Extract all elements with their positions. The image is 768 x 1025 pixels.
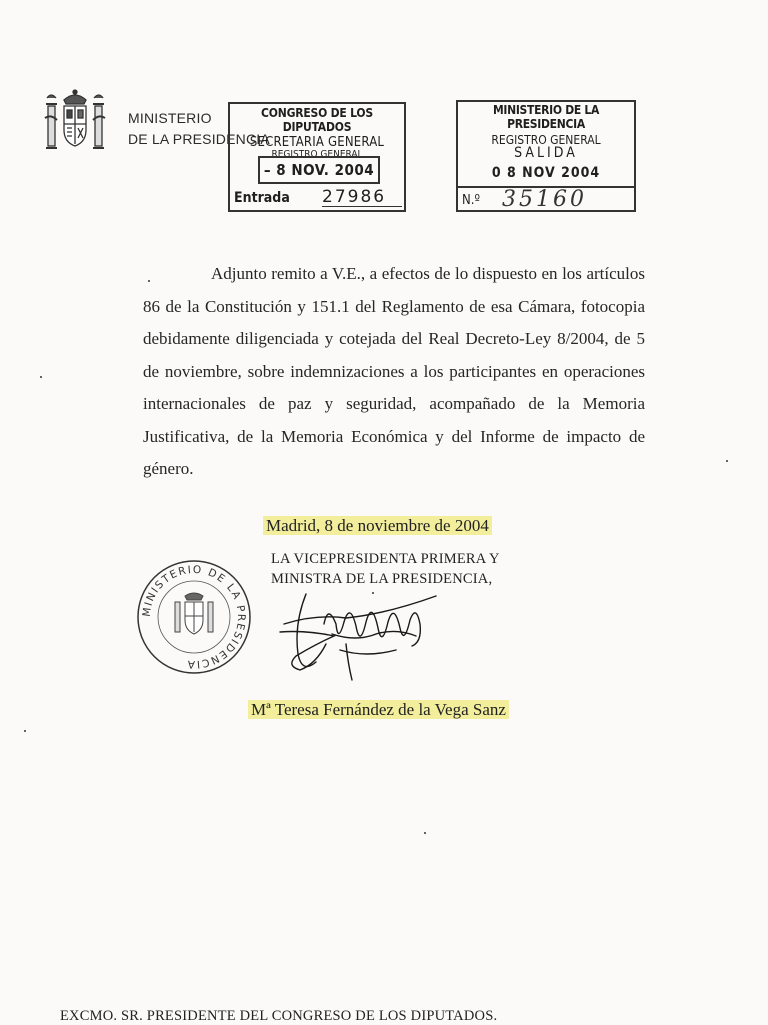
- ministry-line-2: DE LA PRESIDENCIA: [128, 131, 270, 147]
- stamp-congreso-entrada-label: Entrada: [234, 190, 290, 206]
- stamp-presidencia-date: 0 8 NOV 2004: [491, 165, 601, 181]
- stamp-congreso-entrada-number: 27986: [322, 188, 402, 207]
- seal-text: MINISTERIO DE LA PRESIDENCIA: [140, 563, 248, 671]
- stamp-congreso-line-1: CONGRESO DE LOS DIPUTADOS: [261, 106, 373, 134]
- letter-body: [143, 258, 645, 486]
- presidencia-registry-stamp: [456, 100, 636, 212]
- handwritten-signature: [276, 584, 446, 684]
- coat-of-arms-icon: [42, 86, 108, 158]
- ministry-seal-icon: [135, 558, 253, 676]
- stamp-presidencia-line-3: SALIDA: [514, 145, 578, 161]
- stamp-presidencia-number-label: N.º: [462, 193, 480, 208]
- scan-speck: [24, 730, 26, 732]
- body-paragraph: Adjunto remito a V.E., a efectos de lo dispuesto en los artículos 86 de la Constitución y 151.1 del Reglamento de esa Cámara, fotocopia debidamente diligenciada y cotejada del Real Decreto-Ley 8/2004, de 5 de noviembre, sobre indemnizaciones a los participantes en operaciones internacionales de paz y seguridad, acompañado de la Memoria Justificativa, de la Memoria Económica y del Informe de impacto de género.: [143, 264, 645, 478]
- scan-speck: [424, 832, 426, 834]
- signer-name: [248, 700, 509, 720]
- place-and-date: [263, 516, 492, 536]
- stamp-congreso-line-3: REGISTRO GENERAL: [271, 149, 363, 160]
- scan-speck: [726, 460, 728, 462]
- signer-name-text: Mª Teresa Fernández de la Vega Sanz: [248, 700, 509, 719]
- signatory-title-line-1: LA VICEPRESIDENTA PRIMERA Y: [271, 551, 500, 567]
- ministry-line-1: MINISTERIO: [128, 110, 212, 126]
- stamp-presidencia-line-1: MINISTERIO DE LA PRESIDENCIA: [492, 103, 600, 131]
- stamp-presidencia-line-2: REGISTRO GENERAL: [491, 133, 601, 147]
- place-date-text: Madrid, 8 de noviembre de 2004: [263, 516, 492, 535]
- stamp-presidencia-number: 35160: [502, 187, 587, 212]
- scan-speck: [40, 376, 42, 378]
- congreso-registry-stamp: [228, 102, 406, 212]
- addressee: EXCMO. SR. PRESIDENTE DEL CONGRESO DE LOS DIPUTADOS.: [60, 1008, 498, 1024]
- scan-speck: [372, 592, 374, 594]
- stamp-congreso-date: – 8 NOV. 2004: [258, 156, 380, 184]
- signatory-title: [271, 549, 500, 589]
- stamp-congreso-line-2: SECRETARIA GENERAL: [249, 135, 385, 150]
- scan-speck: [148, 280, 150, 282]
- signatory-title-line-2: MINISTRA DE LA PRESIDENCIA,: [271, 571, 493, 587]
